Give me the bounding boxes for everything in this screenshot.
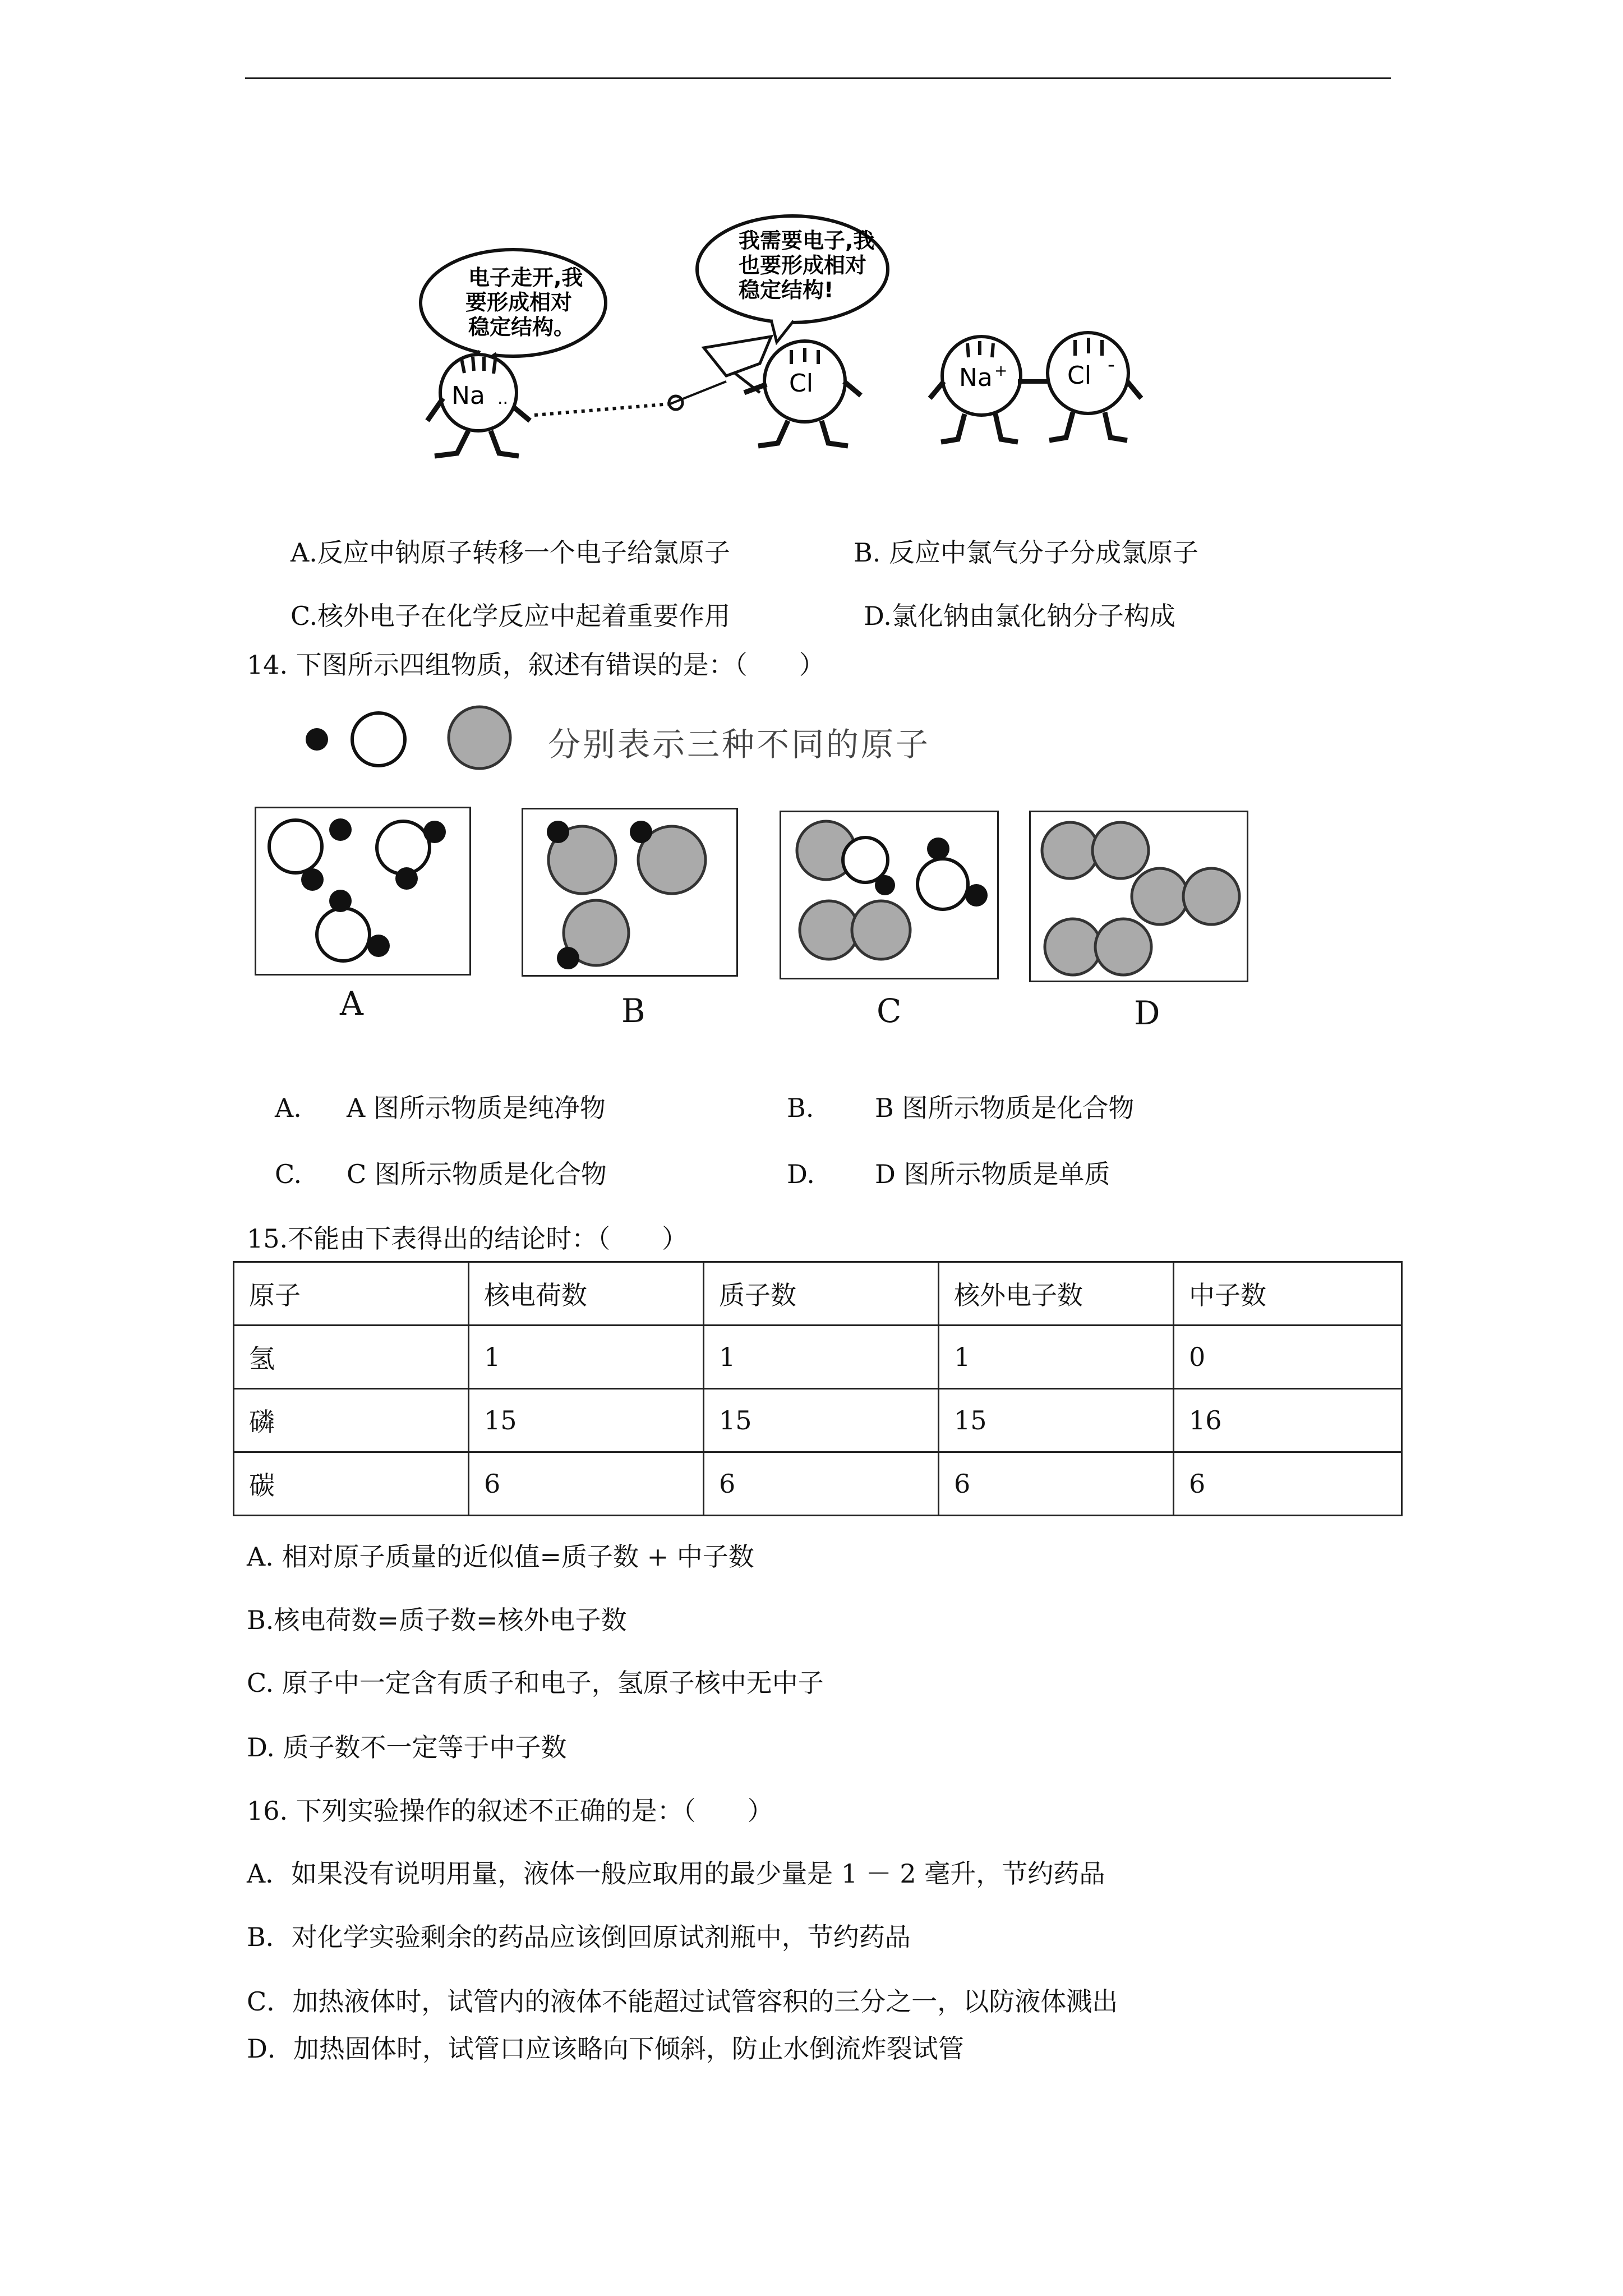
na-ion-charge: + [994, 361, 1008, 380]
q14-option-c-letter: C. [275, 1159, 302, 1189]
q14-stem: 14. 下图所示四组物质，叙述有错误的是：（ ） [247, 650, 825, 680]
legend-white-atom [352, 713, 405, 766]
table-row [234, 1389, 1402, 1452]
na-atom-label: Na [451, 381, 485, 410]
panel-d [1029, 811, 1248, 982]
q15-stem: 15.不能由下表得出的结论时：（ ） [247, 1223, 688, 1254]
q16-option-b: B．对化学实验剩余的药品应该倒回原试剂瓶中，节约药品 [247, 1922, 911, 1952]
q14-option-a-letter: A. [275, 1093, 302, 1123]
q16-option-a: A．如果没有说明用量，液体一般应取用的最少量是 1 － 2 毫升，节约药品 [247, 1858, 1105, 1889]
atom-legend [297, 704, 522, 771]
legend-gray-atom [449, 707, 510, 769]
table-cell: 6 [469, 1452, 704, 1516]
table-header-cell: 质子数 [704, 1262, 939, 1326]
na-bubble-line-2: 要形成相对 [465, 290, 573, 315]
table-cell: 6 [1174, 1452, 1402, 1516]
q15-option-d: D. 质子数不一定等于中子数 [247, 1732, 567, 1763]
panel-b-label: B [621, 992, 645, 1030]
table-cell: 碳 [234, 1452, 469, 1516]
header-rule [245, 77, 1391, 79]
table-cell: 氢 [234, 1326, 469, 1389]
q13-option-a: A.反应中钠原子转移一个电子给氯原子 [291, 537, 730, 568]
q16-option-c: C．加热液体时，试管内的液体不能超过试管容积的三分之一，以防液体溅出 [247, 1986, 1118, 2017]
q15-option-c: C. 原子中一定含有质子和电子，氢原子核中无中子 [247, 1668, 824, 1698]
panel-c [780, 811, 999, 979]
table-cell: 0 [1174, 1326, 1402, 1389]
q14-option-b-letter: B. [787, 1093, 814, 1123]
cl-bubble-line-1: 我需要电子,我 [739, 228, 875, 253]
cl-ion-label: Cl [1067, 361, 1091, 390]
table-cell: 16 [1174, 1389, 1402, 1452]
cl-ion-charge: - [1108, 353, 1115, 376]
na-ion-label: Na [959, 364, 993, 392]
na-atom-character [427, 355, 530, 456]
table-cell: 6 [704, 1452, 939, 1516]
table-row [234, 1326, 1402, 1389]
q16-stem: 16. 下列实验操作的叙述不正确的是：（ ） [247, 1796, 773, 1826]
na-bubble-line-1: 电子走开,我 [468, 265, 583, 290]
table-header-cell: 核外电子数 [939, 1262, 1174, 1326]
q15-option-b: B.核电荷数=质子数=核外电子数 [247, 1605, 627, 1635]
q13-option-d: D.氯化钠由氯化钠分子构成 [864, 601, 1175, 631]
panel-a [255, 807, 471, 976]
table-cell: 1 [939, 1326, 1174, 1389]
q13-option-b: B. 反应中氯气分子分成氯原子 [854, 537, 1199, 568]
panel-b [522, 808, 738, 977]
table-cell: 1 [704, 1326, 939, 1389]
table-row [234, 1452, 1402, 1516]
q13-option-c: C.核外电子在化学反应中起着重要作用 [291, 601, 731, 631]
ion-formation-cartoon [412, 213, 1245, 460]
svg-text:..: .. [497, 389, 509, 408]
panel-d-label: D [1134, 994, 1160, 1032]
q15-option-a: A. 相对原子质量的近似值=质子数 + 中子数 [247, 1542, 754, 1572]
table-cell: 6 [939, 1452, 1174, 1516]
cl-ion-character [1048, 333, 1141, 440]
table-header-cell: 中子数 [1174, 1262, 1402, 1326]
table-cell: 15 [469, 1389, 704, 1452]
legend-text: 分别表示三种不同的原子 [548, 725, 931, 763]
table-cell: 15 [704, 1389, 939, 1452]
cl-atom-label: Cl [789, 369, 813, 398]
q14-option-a-text: A 图所示物质是纯净物 [347, 1093, 606, 1123]
cl-bubble-line-2: 也要形成相对 [739, 253, 867, 278]
table-cell: 1 [469, 1326, 704, 1389]
atom-data-table [233, 1261, 1403, 1516]
table-cell: 15 [939, 1389, 1174, 1452]
panel-c-label: C [877, 992, 902, 1030]
na-bubble-line-3: 稳定结构。 [468, 315, 575, 339]
legend-small-black-atom [306, 728, 328, 751]
table-header-cell: 原子 [234, 1262, 469, 1326]
q14-option-d-text: D 图所示物质是单质 [875, 1159, 1110, 1189]
na-ion-character [930, 337, 1021, 442]
table-header-row [234, 1262, 1402, 1326]
cl-bubble-line-3: 稳定结构! [739, 278, 834, 302]
panel-a-label: A [340, 984, 363, 1023]
q14-option-d-letter: D. [787, 1159, 815, 1189]
table-header-cell: 核电荷数 [469, 1262, 704, 1326]
q16-option-d: D．加热固体时，试管口应该略向下倾斜，防止水倒流炸裂试管 [247, 2033, 964, 2064]
q14-option-c-text: C 图所示物质是化合物 [347, 1159, 607, 1189]
table-cell: 磷 [234, 1389, 469, 1452]
q14-option-b-text: B 图所示物质是化合物 [875, 1093, 1135, 1123]
